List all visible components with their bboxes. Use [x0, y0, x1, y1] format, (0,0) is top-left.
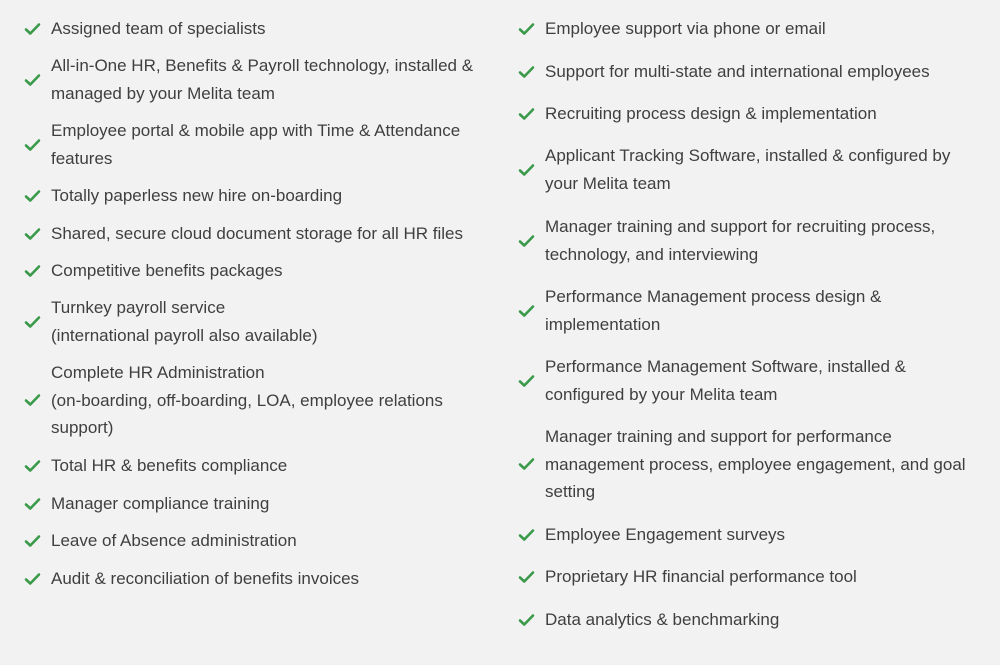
- list-item: [518, 213, 988, 268]
- list-item-label: Complete HR Administration (on-boarding, off-boarding, LOA, employee relations support): [51, 363, 443, 437]
- check-icon: [518, 570, 535, 584]
- list-item-label: Data analytics & benchmarking: [545, 610, 780, 629]
- check-icon: [24, 534, 41, 548]
- check-icon: [518, 528, 535, 542]
- check-icon: [24, 138, 41, 152]
- list-item-label: Totally paperless new hire on-boarding: [51, 186, 343, 205]
- check-icon: [24, 315, 41, 329]
- list-item-label: Audit & reconciliation of benefits invoices: [51, 569, 360, 588]
- list-item: [24, 117, 484, 172]
- check-icon: [24, 189, 41, 203]
- list-item: [24, 257, 484, 285]
- check-icon: [518, 374, 535, 388]
- list-item-label: All-in-One HR, Benefits & Payroll technology, installed & managed by your Melita team: [51, 56, 474, 103]
- check-icon: [24, 572, 41, 586]
- list-item-label: Manager training and support for recruiting process, technology, and interviewing: [545, 217, 936, 264]
- check-icon: [518, 457, 535, 471]
- list-item-label: Proprietary HR financial performance tool: [545, 567, 857, 586]
- list-item: [24, 490, 484, 518]
- list-item: [518, 58, 988, 86]
- check-icon: [24, 227, 41, 241]
- list-item: [518, 283, 988, 338]
- list-item-label: Manager training and support for performance management process, employee engagement, and goal setting: [545, 427, 966, 501]
- list-item-label: Employee support via phone or email: [545, 19, 826, 38]
- check-icon: [24, 497, 41, 511]
- check-icon: [24, 264, 41, 278]
- list-item: [24, 182, 484, 210]
- list-item: [24, 527, 484, 555]
- list-item-label: Employee Engagement surveys: [545, 525, 786, 544]
- list-item-label: Shared, secure cloud document storage for all HR files: [51, 224, 463, 243]
- list-item: [518, 606, 988, 634]
- list-item-label: Leave of Absence administration: [51, 531, 297, 550]
- list-item: [24, 452, 484, 480]
- list-item-label: Competitive benefits packages: [51, 261, 283, 280]
- list-item-label: Recruiting process design & implementation: [545, 104, 877, 123]
- list-item-label: Total HR & benefits compliance: [51, 456, 288, 475]
- check-icon: [518, 65, 535, 79]
- check-icon: [518, 22, 535, 36]
- check-icon: [518, 613, 535, 627]
- check-icon: [518, 107, 535, 121]
- list-item-label: Turnkey payroll service (international payroll also available): [51, 298, 318, 345]
- check-icon: [24, 73, 41, 87]
- list-item: [518, 15, 988, 43]
- list-item-label: Performance Management process design & implementation: [545, 287, 882, 334]
- list-item: [518, 100, 988, 128]
- check-icon: [24, 393, 41, 407]
- check-icon: [518, 304, 535, 318]
- list-item: [518, 353, 988, 408]
- list-item: [24, 359, 484, 442]
- check-icon: [518, 234, 535, 248]
- list-item: [518, 563, 988, 591]
- list-item-label: Employee portal & mobile app with Time & Attendance features: [51, 121, 461, 168]
- list-item: [518, 142, 988, 197]
- list-item-label: Assigned team of specialists: [51, 19, 266, 38]
- list-item: [24, 52, 484, 107]
- list-item: [518, 521, 988, 549]
- list-item: [518, 423, 988, 506]
- list-item-label: Applicant Tracking Software, installed & configured by your Melita team: [545, 146, 951, 193]
- check-icon: [24, 22, 41, 36]
- list-item-label: Performance Management Software, installed & configured by your Melita team: [545, 357, 906, 404]
- list-item-label: Support for multi-state and international employees: [545, 62, 930, 81]
- check-icon: [518, 163, 535, 177]
- list-item: [24, 565, 484, 593]
- list-item: [24, 294, 484, 349]
- list-item: [24, 220, 484, 248]
- list-item: [24, 15, 484, 43]
- list-item-label: Manager compliance training: [51, 494, 270, 513]
- check-icon: [24, 459, 41, 473]
